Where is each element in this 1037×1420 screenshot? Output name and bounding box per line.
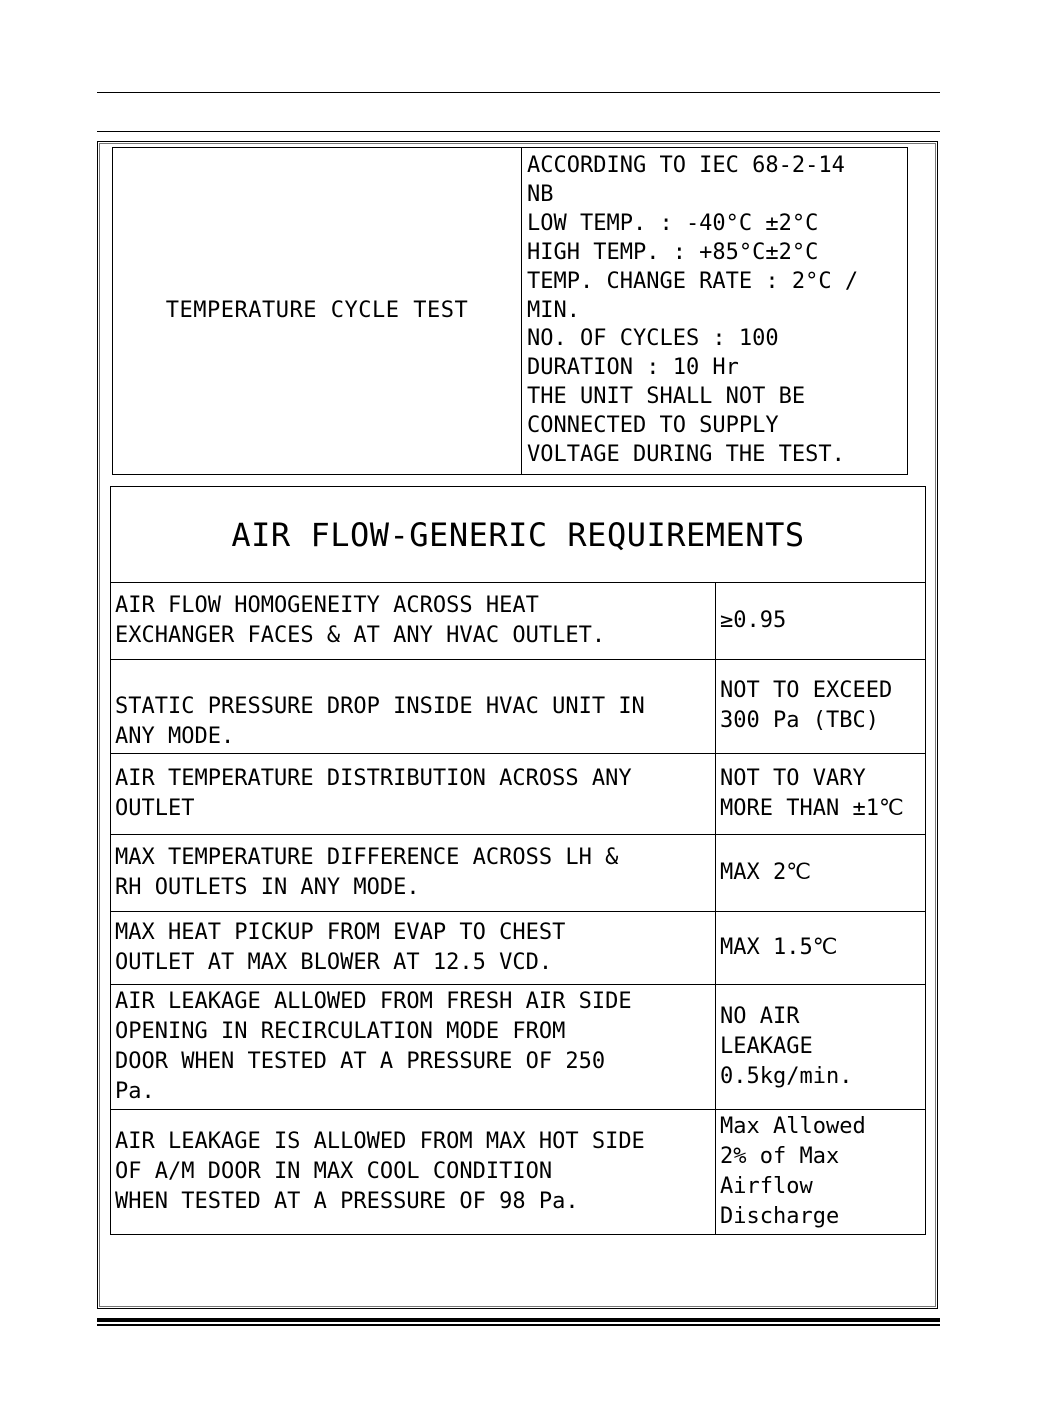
requirement-line: AIR FLOW HOMOGENEITY ACROSS HEAT: [115, 593, 539, 618]
footer-rule-thin: [97, 1324, 940, 1326]
requirement-line: RH OUTLETS IN ANY MODE.: [115, 875, 420, 900]
requirement-line: OF A/M DOOR IN MAX COOL CONDITION: [115, 1159, 553, 1184]
requirement-line: MAX TEMPERATURE DIFFERENCE ACROSS LH &: [115, 845, 619, 870]
air-flow-table: [110, 486, 926, 1235]
spec-line: MORE THAN ±1℃: [720, 796, 904, 821]
spec-cell: [716, 985, 926, 1110]
requirement-line: OUTLET AT MAX BLOWER AT 12.5 VCD.: [115, 950, 553, 975]
requirement-line: OUTLET: [115, 796, 195, 821]
table-row: [111, 660, 926, 754]
spec-line: MAX 1.5℃: [720, 935, 838, 960]
requirement-line: MAX HEAT PICKUP FROM EVAP TO CHEST: [115, 920, 566, 945]
requirement-line: ANY MODE.: [115, 724, 235, 749]
spec-line: LEAKAGE: [720, 1034, 813, 1059]
air-flow-heading: AIR FLOW-GENERIC REQUIREMENTS: [111, 487, 926, 583]
table-row: [111, 912, 926, 985]
spec-line: Discharge: [720, 1204, 840, 1229]
header-rule-top: [97, 92, 940, 93]
requirement-line: AIR TEMPERATURE DISTRIBUTION ACROSS ANY: [115, 766, 632, 791]
spec-line: 2% of Max: [720, 1144, 840, 1169]
table-row: [111, 583, 926, 660]
table-row: [111, 754, 926, 835]
detail-line: TEMP. CHANGE RATE : 2°C /: [527, 268, 859, 294]
table-header-row: [111, 487, 926, 583]
spec-line: Max Allowed: [720, 1114, 866, 1139]
table-row: [111, 835, 926, 912]
requirement-cell: [111, 660, 716, 754]
requirement-cell: [111, 1110, 716, 1235]
requirement-line: AIR LEAKAGE ALLOWED FROM FRESH AIR SIDE: [115, 989, 632, 1014]
requirement-line: EXCHANGER FACES & AT ANY HVAC OUTLET.: [115, 623, 606, 648]
spec-cell: [716, 583, 926, 660]
spec-cell: [716, 660, 926, 754]
detail-line: DURATION : 10 Hr: [527, 355, 739, 381]
spec-cell: [716, 1110, 926, 1235]
spec-line: Airflow: [720, 1174, 813, 1199]
requirement-cell: [111, 835, 716, 912]
requirement-line: STATIC PRESSURE DROP INSIDE HVAC UNIT IN: [115, 694, 645, 719]
spec-cell: [716, 835, 926, 912]
requirement-cell: [111, 754, 716, 835]
temperature-cycle-table: [112, 147, 908, 475]
detail-line: LOW TEMP. : -40°C ±2°C: [527, 210, 819, 236]
spec-line: ≥0.95: [720, 608, 787, 633]
spec-cell: [716, 754, 926, 835]
detail-line: HIGH TEMP. : +85°C±2°C: [527, 239, 819, 265]
spec-line: NO AIR: [720, 1004, 800, 1029]
detail-line: CONNECTED TO SUPPLY: [527, 413, 779, 439]
detail-line: THE UNIT SHALL NOT BE: [527, 384, 806, 410]
temperature-cycle-details: [522, 148, 908, 475]
spec-line: 300 Pa (TBC): [720, 708, 879, 733]
header-rule-bottom: [97, 131, 940, 132]
requirement-cell: [111, 912, 716, 985]
requirement-line: DOOR WHEN TESTED AT A PRESSURE OF 250: [115, 1049, 606, 1074]
table-row: [111, 1110, 926, 1235]
detail-line: ACCORDING TO IEC 68-2-14: [527, 153, 845, 178]
requirement-line: Pa.: [115, 1079, 155, 1104]
detail-line: NB: [527, 181, 554, 207]
requirement-cell: [111, 583, 716, 660]
requirement-line: OPENING IN RECIRCULATION MODE FROM: [115, 1019, 566, 1044]
spec-line: 0.5kg/min.: [720, 1064, 853, 1089]
table-row: [113, 148, 908, 475]
spec-line: MAX 2℃: [720, 860, 811, 885]
spec-line: NOT TO EXCEED: [720, 678, 893, 703]
table-row: [111, 985, 926, 1110]
footer-rule-thick: [97, 1318, 940, 1322]
spec-line: NOT TO VARY: [720, 766, 866, 791]
temperature-cycle-label: TEMPERATURE CYCLE TEST: [113, 148, 522, 475]
requirement-line: AIR LEAKAGE IS ALLOWED FROM MAX HOT SIDE: [115, 1129, 645, 1154]
requirement-cell: [111, 985, 716, 1110]
requirement-line: WHEN TESTED AT A PRESSURE OF 98 Pa.: [115, 1189, 579, 1214]
detail-line: MIN.: [527, 297, 580, 323]
detail-line: NO. OF CYCLES : 100: [527, 326, 779, 352]
detail-line: VOLTAGE DURING THE TEST.: [527, 442, 845, 468]
spec-cell: [716, 912, 926, 985]
